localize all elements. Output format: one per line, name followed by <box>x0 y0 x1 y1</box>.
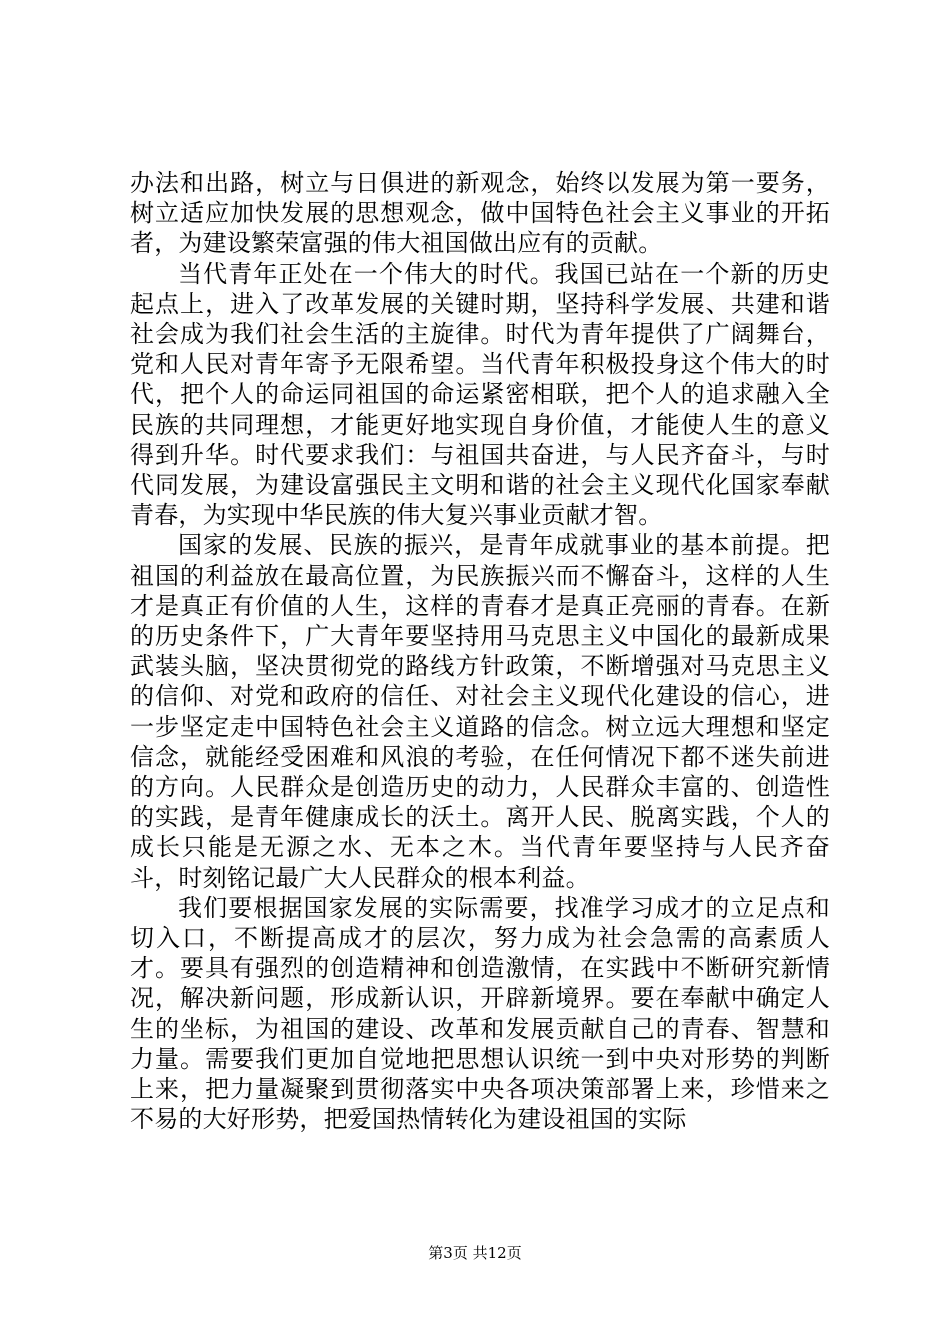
paragraph-3: 国家的发展、民族的振兴，是青年成就事业的基本前提。把祖国的利益放在最高位置，为民族振兴而不懈奋斗，这样的人生才是真正有价值的人生，这样的青春才是真正亮丽的青春。在新的历史条件下，广大青年要坚持用马克思主义中国化的最新成果武装头脑，坚决贯彻党的路线方针政策，不断增强对马克思主义的信仰、对党和政府的信任、对社会主义现代化建设的信心，进一步坚定走中国特色社会主义道路的信念。树立远大理想和坚定信念，就能经受困难和风浪的考验，在任何情况下都不迷失前进的方向。人民群众是创造历史的动力，人民群众丰富的、创造性的实践，是青年健康成长的沃土。离开人民、脱离实践，个人的成长只能是无源之水、无本之木。当代青年要坚持与人民齐奋斗，时刻铭记最广大人民群众的根本利益。 <box>130 531 830 892</box>
document-body <box>130 168 830 1135</box>
paragraph-1: 办法和出路，树立与日俱进的新观念，始终以发展为第一要务，树立适应加快发展的思想观念，做中国特色社会主义事业的开拓者，为建设繁荣富强的伟大祖国做出应有的贡献。 <box>130 169 830 258</box>
paragraph-4: 我们要根据国家发展的实际需要，找准学习成才的立足点和切入口，不断提高成才的层次，努力成为社会急需的高素质人才。要具有强烈的创造精神和创造激情，在实践中不断研究新情况，解决新问题，形成新认识，开辟新境界。要在奉献中确定人生的坐标，为祖国的建设、改革和发展贡献自己的青春、智慧和力量。需要我们更加自觉地把思想认识统一到中央对形势的判断上来，把力量凝聚到贯彻落实中央各项决策部署上来，珍惜来之不易的大好形势，把爱国热情转化为建设祖国的实际 <box>130 893 830 1134</box>
page-number-footer: 第3页 共12页 <box>428 1244 522 1262</box>
paragraph-2: 当代青年正处在一个伟大的时代。我国已站在一个新的历史起点上，进入了改革发展的关键时期，坚持科学发展、共建和谐社会成为我们社会生活的主旋律。时代为青年提供了广阔舞台，党和人民对青年寄予无限希望。当代青年积极投身这个伟大的时代，把个人的命运同祖国的命运紧密相联，把个人的追求融入全民族的共同理想，才能更好地实现自身价值，才能使人生的意义得到升华。时代要求我们：与祖国共奋进，与人民齐奋斗，与时代同发展，为建设富强民主文明和谐的社会主义现代化国家奉献青春，为实现中华民族的伟大复兴事业贡献才智。 <box>130 259 830 530</box>
